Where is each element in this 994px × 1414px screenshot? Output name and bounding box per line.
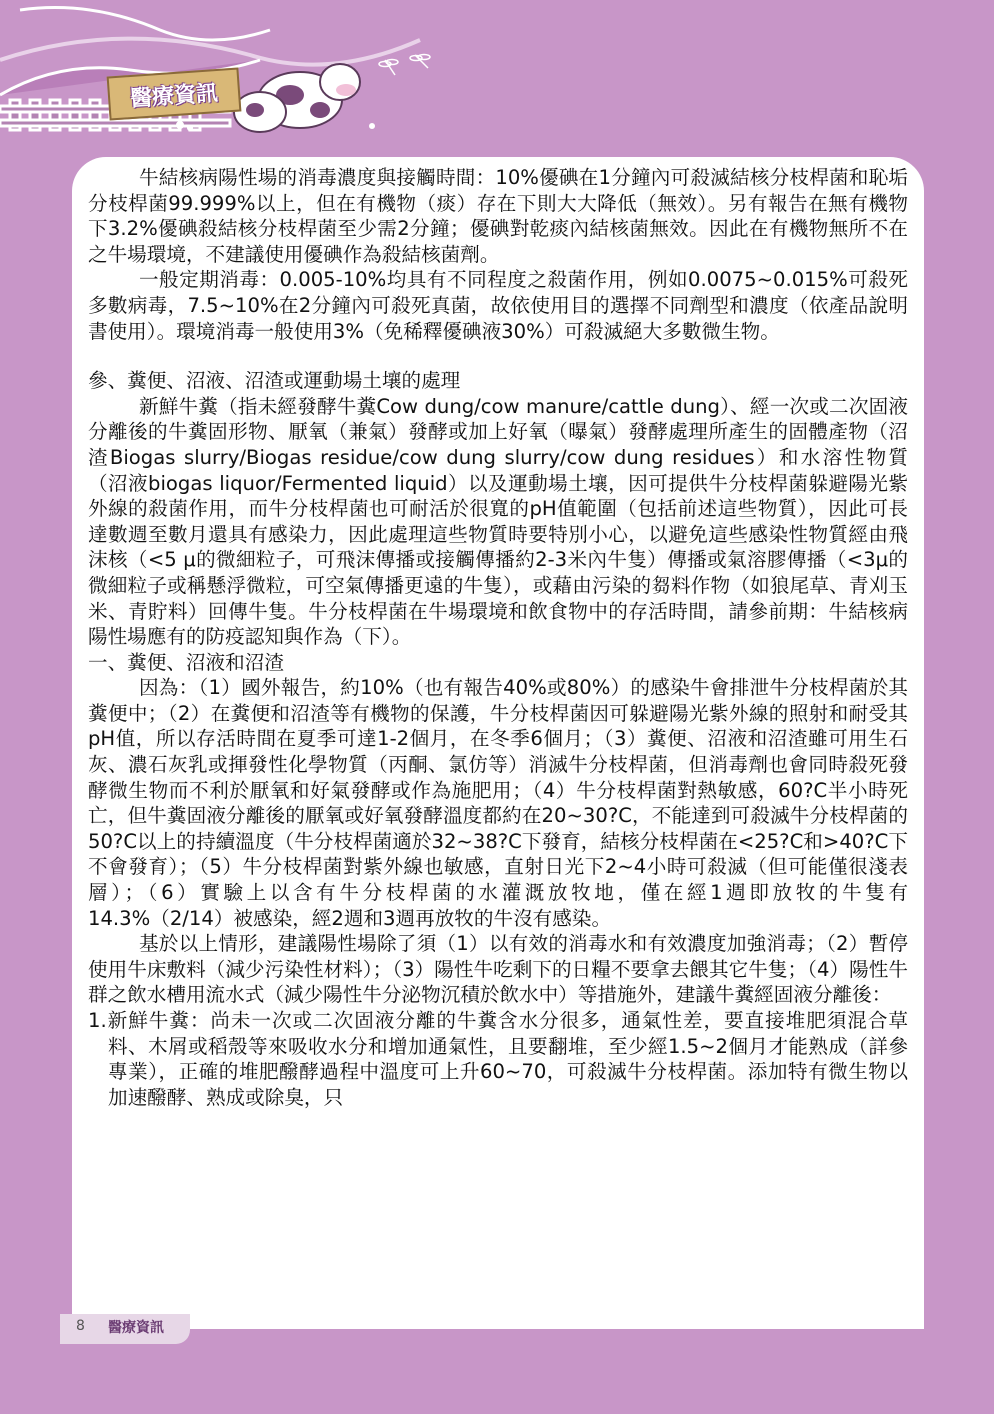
paragraph-fresh-dung: 新鮮牛糞（指未經發酵牛糞Cow dung/cow manure/cattle dung）、經一次或二次固液分離後的牛糞固形物、厭氧（兼氣）發酵或加上好氧（曝氣）發酵處理所產生的固體產物（沼渣Biogas slurry/Biogas residue/cow dung slurry/cow dung residues）和水溶性物質（沼液biogas liquor/Fermented liquid）以及運動場土壤，因可提供牛分枝桿菌躲避陽光紫外線的殺菌作用，而牛分枝桿菌也可耐活於很寬的pH值範圍（包括前述這些物質），因此可長達數週至數月還具有感染力，因此處理這些物質時要特別小心，以避免這些感染性物質經由飛沫核（<5 μ的微細粒子，可飛沫傳播或接觸傳播約2-3米內牛隻）傳播或氣溶膠傳播（<3μ的微細粒子或稱懸浮微粒，可空氣傳播更遠的牛隻），或藉由污染的芻料作物（如狼尾草、青刈玉米、青貯料）回傳牛隻。牛分枝桿菌在牛場環境和飲食物中的存活時間，請參前期：牛結核病陽性場應有的防疫認知與作為（下）。 bbox=[88, 394, 908, 649]
paragraph-reasons: 因為：（1）國外報告，約10%（也有報告40%或80%）的感染牛會排泄牛分枝桿菌於其糞便中；（2）在糞便和沼渣等有機物的保護，牛分枝桿菌因可躲避陽光紫外線的照射和耐受其pH值，所以存活時間在夏季可達1-2個月，在冬季6個月；（3）糞便、沼液和沼渣雖可用生石灰、濃石灰乳或揮發性化學物質（丙酮、氯仿等）消滅牛分枝桿菌，但消毒劑也會同時殺死發酵微生物而不利於厭氧和好氣發酵或作為施肥用；（4）牛分枝桿菌對熱敏感，60?C半小時死亡，但牛糞固液分離後的厭氧或好氧發酵溫度都約在20~30?C，不能達到可殺滅牛分枝桿菌的50?C以上的持續溫度（牛分枝桿菌適於32~38?C下發育，結核分枝桿菌在<25?C和>40?C下不會發育）；（5）牛分枝桿菌對紫外線也敏感，直射日光下2~4小時可殺滅（但可能僅很淺表層）；（6）實驗上以含有牛分枝桿菌的水灌溉放牧地，僅在經1週即放牧的牛隻有14.3%（2/14）被感染，經2週和3週再放牧的牛沒有感染。 bbox=[88, 676, 908, 930]
cow-illustration bbox=[234, 64, 360, 132]
list-item-fresh-manure: 1.新鮮牛糞：尚未一次或二次固液分離的牛糞含水分很多，通氣性差，要直接堆肥須混合草料、木屑或稻殼等來吸收水分和增加通氣性，且要翻堆，至少經1.5~2個月才能熟成（詳參專業），正確的堆肥醱酵過程中溫度可上升60~70，可殺滅牛分枝桿菌。添加特有微生物以加速醱酵、熟成或除臭，只 bbox=[88, 1009, 908, 1109]
dragonfly-icon bbox=[379, 55, 430, 76]
section-tag bbox=[107, 67, 242, 120]
article-body bbox=[88, 165, 908, 1110]
subsection-heading: 一、糞便、沼液和沼渣 bbox=[88, 650, 284, 674]
spacer bbox=[88, 344, 908, 368]
page-number: 8 bbox=[76, 1318, 85, 1334]
paragraph-recommendations: 基於以上情形，建議陽性場除了須（1）以有效的消毒水和有效濃度加強消毒；（2）暫停使用牛床敷料（減少污染性材料）；（3）陽性牛吃剩下的日糧不要拿去餵其它牛隻；（4）陽性牛群之飲水槽用流水式（減少陽性牛分泌物沉積於飲水中）等措施外，建議牛糞經固液分離後： bbox=[88, 932, 908, 1007]
footer-title: 醫療資訊 bbox=[108, 1320, 164, 1336]
paragraph-disinfection-concentration: 牛結核病陽性場的消毒濃度與接觸時間：10%優碘在1分鐘內可殺滅結核分枝桿菌和恥垢分枝桿菌99.999%以上，但在有機物（痰）存在下則大大降低（無效）。另有報告在無有機物下3.2%優碘殺結核分枝桿菌至少需2分鐘；優碘對乾痰內結核菌無效。因此在有機物無所不在之牛場環境，不建議使用優碘作為殺結核菌劑。 bbox=[88, 166, 908, 266]
page-header bbox=[0, 0, 994, 160]
section-title: 醫療資訊 bbox=[129, 80, 219, 112]
paragraph-routine-disinfection: 一般定期消毒：0.005-10%均具有不同程度之殺菌作用，例如0.0075~0.015%可殺死多數病毒，7.5~10%在2分鐘內可殺死真菌，故依使用目的選擇不同劑型和濃度（依產品說明書使用）。環境消毒一般使用3%（免稀釋優碘液30%）可殺滅絕大多數微生物。 bbox=[88, 268, 908, 343]
section-heading: 參、糞便、沼液、沼渣或運動場土壤的處理 bbox=[88, 369, 461, 393]
